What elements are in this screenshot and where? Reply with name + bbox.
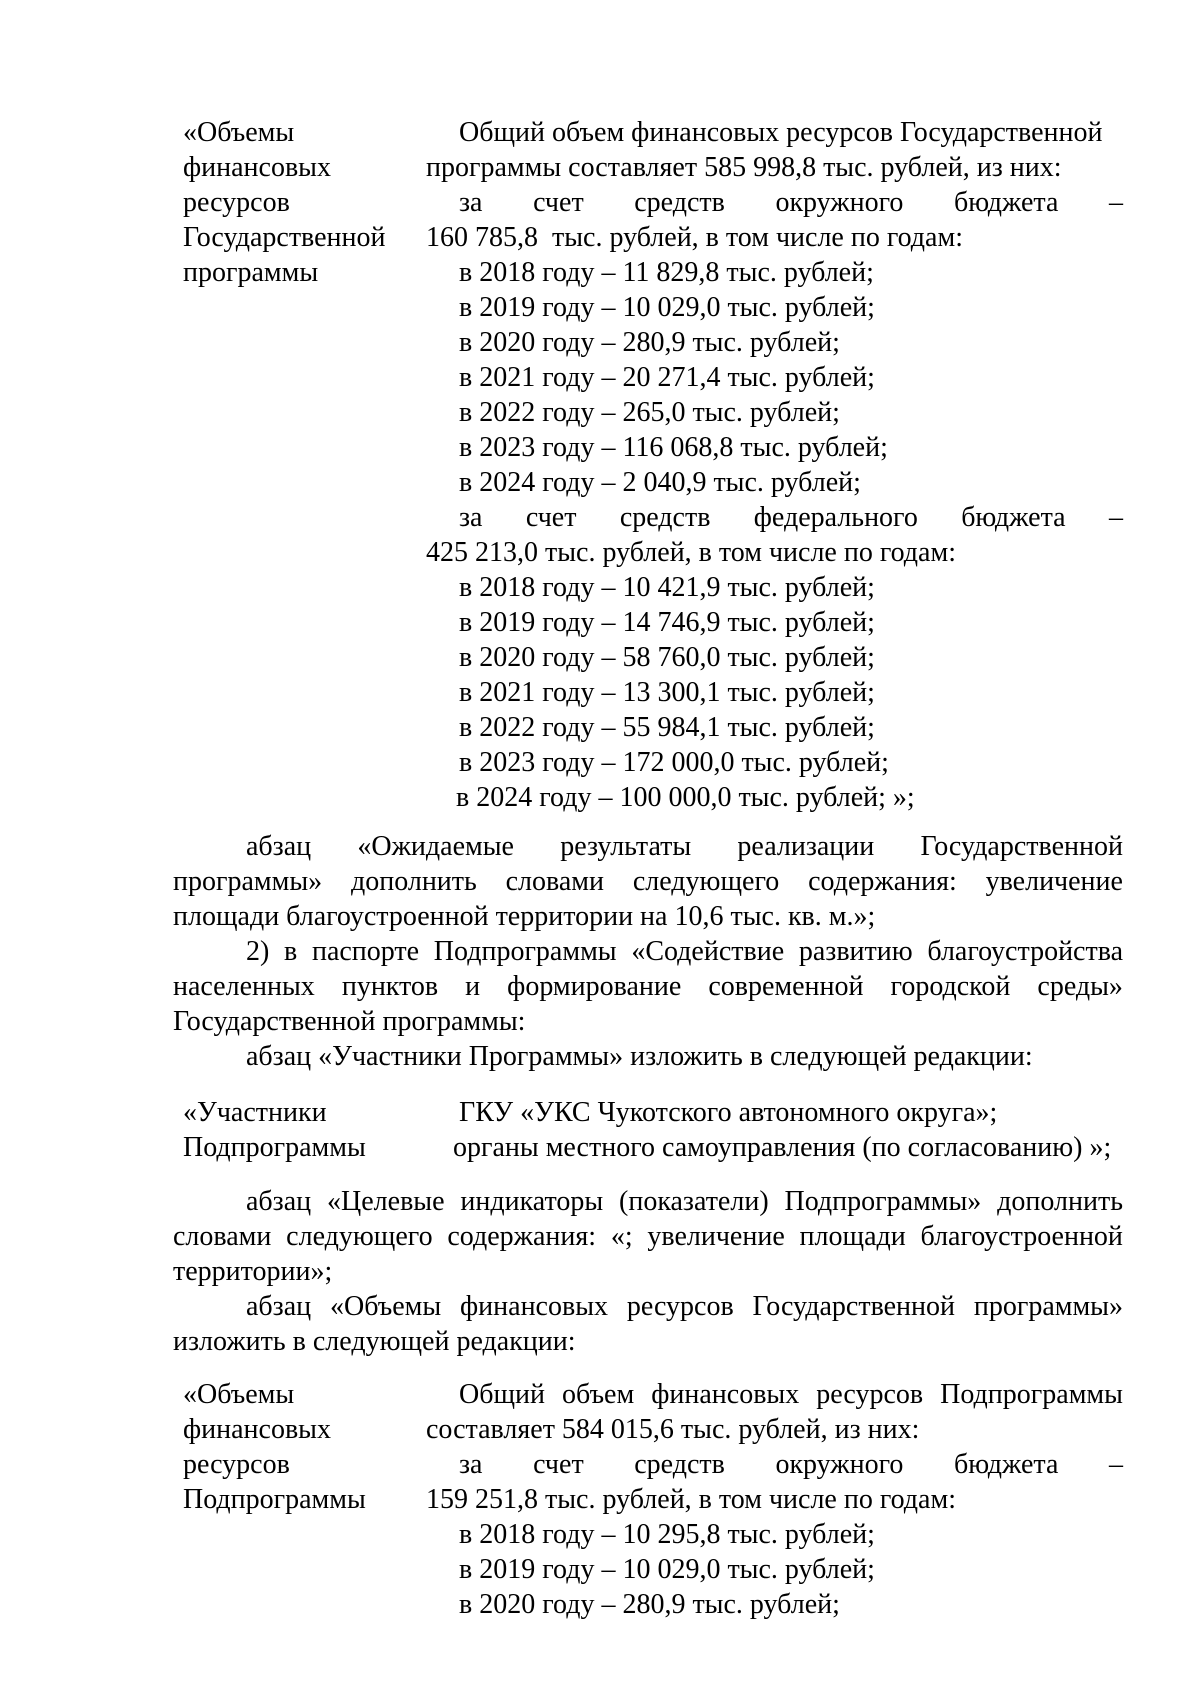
word: благоустройства bbox=[927, 936, 1123, 967]
text-line bbox=[173, 1219, 1123, 1254]
word: абзац bbox=[246, 1186, 312, 1217]
year-line: в 2018 году – 10 421,9 тыс. рублей; bbox=[459, 572, 875, 603]
paragraph-target-indicators bbox=[173, 1184, 1123, 1289]
word: за bbox=[459, 1449, 483, 1480]
word: за bbox=[459, 502, 483, 533]
label-line: финансовых bbox=[183, 1414, 331, 1445]
okrug-total: 160 785,8 тыс. рублей, в том числе по годам: bbox=[426, 222, 963, 253]
row-label bbox=[183, 1377, 418, 1517]
paragraph-participants bbox=[173, 1039, 1123, 1074]
paragraph-financing-volumes bbox=[173, 1289, 1123, 1359]
word: развитию bbox=[798, 936, 913, 967]
word: 2) bbox=[246, 936, 270, 967]
word: Общий bbox=[459, 1379, 545, 1410]
row-label bbox=[183, 1095, 418, 1165]
text-line bbox=[173, 969, 1123, 1004]
word: результаты bbox=[560, 831, 692, 862]
label-line: программы bbox=[183, 257, 319, 288]
year-line: в 2019 году – 10 029,0 тыс. рублей; bbox=[459, 292, 875, 323]
year-line: в 2018 году – 11 829,8 тыс. рублей; bbox=[459, 257, 874, 288]
federal-total: 425 213,0 тыс. рублей, в том числе по годам: bbox=[426, 537, 956, 568]
text-line bbox=[173, 864, 1123, 899]
label-line: «Участники bbox=[183, 1097, 327, 1128]
word: финансовых bbox=[651, 1379, 800, 1410]
word: финансовых bbox=[460, 1291, 609, 1322]
label-line: «Объемы bbox=[183, 1379, 295, 1410]
year-line: в 2024 году – 100 000,0 тыс. рублей; »; bbox=[456, 782, 915, 813]
word: окружного bbox=[775, 1449, 904, 1480]
word: словами bbox=[173, 1221, 272, 1252]
word: объем bbox=[562, 1379, 635, 1410]
word: следующего bbox=[632, 866, 780, 897]
word: современной bbox=[708, 971, 864, 1002]
word: увеличение bbox=[647, 1221, 785, 1252]
row-value bbox=[426, 1095, 1123, 1165]
word: «Содействие bbox=[631, 936, 785, 967]
word: реализации bbox=[737, 831, 875, 862]
word: абзац bbox=[246, 831, 312, 862]
word: «Ожидаемые bbox=[357, 831, 514, 862]
word: средств bbox=[634, 1449, 725, 1480]
word: содержания: bbox=[808, 866, 957, 897]
text-line bbox=[173, 829, 1123, 864]
word: и bbox=[465, 971, 481, 1002]
word: увеличение bbox=[985, 866, 1123, 897]
label-line: «Объемы bbox=[183, 117, 295, 148]
year-line: в 2022 году – 55 984,1 тыс. рублей; bbox=[459, 712, 875, 743]
row-label bbox=[183, 115, 418, 290]
paragraph-expected-results bbox=[173, 829, 1123, 934]
label-line: ресурсов bbox=[183, 1449, 290, 1480]
word: следующего bbox=[286, 1221, 433, 1252]
word: благоустроенной bbox=[920, 1221, 1123, 1252]
word: населенных bbox=[173, 971, 315, 1002]
label-line: Государственной bbox=[183, 222, 386, 253]
word: счет bbox=[533, 187, 584, 218]
word: средств bbox=[619, 502, 711, 533]
word: городской bbox=[890, 971, 1011, 1002]
year-line: в 2019 году – 14 746,9 тыс. рублей; bbox=[459, 607, 875, 638]
intro-line: составляет 584 015,6 тыс. рублей, из них: bbox=[426, 1414, 920, 1445]
year-line: в 2021 году – 13 300,1 тыс. рублей; bbox=[459, 677, 875, 708]
word: в bbox=[284, 936, 298, 967]
text-line: Государственной программы: bbox=[173, 1006, 526, 1037]
word: программы» bbox=[173, 866, 323, 897]
text-line bbox=[173, 934, 1123, 969]
word: абзац bbox=[246, 1291, 312, 1322]
word: индикаторы bbox=[460, 1186, 604, 1217]
intro-line bbox=[426, 1377, 1123, 1412]
year-line: в 2018 году – 10 295,8 тыс. рублей; bbox=[459, 1519, 875, 1550]
word: за bbox=[459, 187, 483, 218]
text-line: площади благоустроенной территории на 10,6 тыс. кв. м.»; bbox=[173, 901, 876, 932]
word: паспорте bbox=[311, 936, 420, 967]
word: Государственной bbox=[752, 1291, 956, 1322]
word: Подпрограммы bbox=[433, 936, 617, 967]
paragraph-subprogram-passport bbox=[173, 934, 1123, 1039]
word: Подпрограммы» bbox=[784, 1186, 982, 1217]
participant-line: органы местного самоуправления (по согласованию) »; bbox=[453, 1132, 1112, 1163]
word: «Объемы bbox=[329, 1291, 442, 1322]
year-line: в 2019 году – 10 029,0 тыс. рублей; bbox=[459, 1554, 875, 1585]
text-line bbox=[173, 1184, 1123, 1219]
word: дополнить bbox=[997, 1186, 1123, 1217]
okrug-budget-line bbox=[426, 1447, 1123, 1482]
label-line: ресурсов bbox=[183, 187, 290, 218]
row-value bbox=[426, 115, 1123, 815]
text-line: изложить в следующей редакции: bbox=[173, 1326, 576, 1357]
label-line: Подпрограммы bbox=[183, 1132, 366, 1163]
word: счет bbox=[533, 1449, 584, 1480]
intro-line: Общий объем финансовых ресурсов Государственной bbox=[459, 117, 1103, 148]
year-line: в 2020 году – 58 760,0 тыс. рублей; bbox=[459, 642, 875, 673]
word: федерального bbox=[753, 502, 918, 533]
participant-line: ГКУ «УКС Чукотского автономного округа»; bbox=[459, 1097, 998, 1128]
word: ресурсов bbox=[626, 1291, 734, 1322]
year-line: в 2023 году – 116 068,8 тыс. рублей; bbox=[459, 432, 888, 463]
word: средств bbox=[634, 187, 725, 218]
word: Подпрограммы bbox=[940, 1379, 1123, 1410]
text-line: абзац «Участники Программы» изложить в следующей редакции: bbox=[246, 1041, 1033, 1072]
word: – bbox=[1108, 1449, 1123, 1480]
label-line: Подпрограммы bbox=[183, 1484, 366, 1515]
word: окружного bbox=[775, 187, 904, 218]
word: словами bbox=[505, 866, 605, 897]
row-value bbox=[426, 1377, 1123, 1622]
word: бюджета bbox=[953, 1449, 1059, 1480]
word: Государственной bbox=[920, 831, 1123, 862]
year-line: в 2023 году – 172 000,0 тыс. рублей; bbox=[459, 747, 889, 778]
text-line: территории»; bbox=[173, 1256, 333, 1287]
word: бюджета bbox=[961, 502, 1066, 533]
word: площади bbox=[799, 1221, 906, 1252]
okrug-total: 159 251,8 тыс. рублей, в том числе по годам: bbox=[426, 1484, 956, 1515]
word: «Целевые bbox=[327, 1186, 445, 1217]
year-line: в 2020 году – 280,9 тыс. рублей; bbox=[459, 327, 840, 358]
word: пунктов bbox=[341, 971, 439, 1002]
word: формирование bbox=[507, 971, 682, 1002]
federal-budget-line bbox=[426, 500, 1123, 535]
word: – bbox=[1108, 187, 1123, 218]
label-line: финансовых bbox=[183, 152, 331, 183]
word: программы» bbox=[973, 1291, 1123, 1322]
word: «; bbox=[610, 1221, 633, 1252]
word: среды» bbox=[1037, 971, 1123, 1002]
word: – bbox=[1108, 502, 1123, 533]
word: счет bbox=[525, 502, 577, 533]
year-line: в 2024 году – 2 040,9 тыс. рублей; bbox=[459, 467, 861, 498]
word: содержания: bbox=[447, 1221, 597, 1252]
word: бюджета bbox=[953, 187, 1059, 218]
word: дополнить bbox=[350, 866, 477, 897]
text-line bbox=[173, 1289, 1123, 1324]
year-line: в 2021 году – 20 271,4 тыс. рублей; bbox=[459, 362, 875, 393]
word: (показатели) bbox=[619, 1186, 769, 1217]
year-line: в 2022 году – 265,0 тыс. рублей; bbox=[459, 397, 840, 428]
word: ресурсов bbox=[816, 1379, 924, 1410]
intro-line: программы составляет 585 998,8 тыс. рублей, из них: bbox=[426, 152, 1062, 183]
okrug-budget-line bbox=[426, 185, 1123, 220]
year-line: в 2020 году – 280,9 тыс. рублей; bbox=[459, 1589, 840, 1620]
